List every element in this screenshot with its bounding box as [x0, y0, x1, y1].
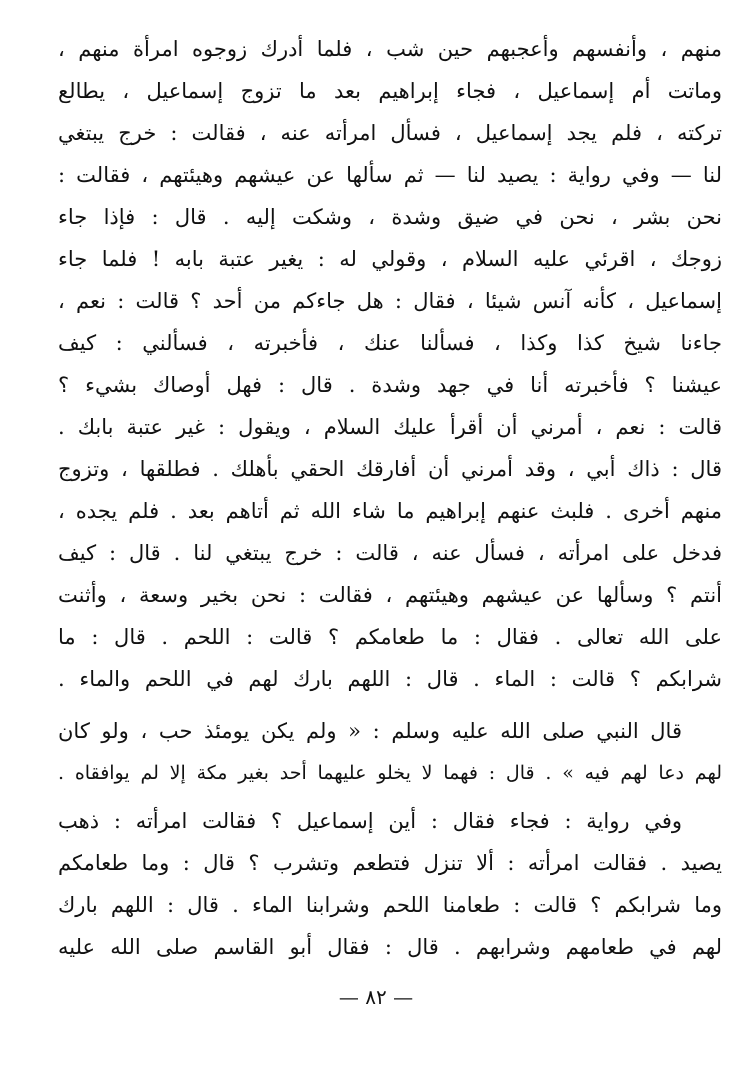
text-line: منهم ، وأنفسهم وأعجبهم حين شب ، فلما أدرك زوجوه امرأة منهم ، [58, 37, 722, 61]
text-line: نحن بشر ، نحن في ضيق وشدة ، وشكت إليه . قال : فإذا جاء [58, 205, 722, 229]
text-line: تركته ، فلم يجد إسماعيل ، فسأل امرأته عنه ، فقالت : خرج يبتغي [58, 121, 722, 145]
page-number: — ٨٢ — [338, 985, 414, 1009]
text-line: وفي رواية : فجاء فقال : أين إسماعيل ؟ فقالت امرأته : ذهب [58, 809, 682, 833]
text-line: لهم في طعامهم وشرابهم . قال : فقال أبو القاسم صلى الله عليه [58, 935, 722, 959]
paragraph-riwaya [58, 800, 722, 968]
text-line: أنتم ؟ وسألها عن عيشهم وهيئتهم ، فقالت : نحن بخير وسعة ، وأثنت [58, 583, 722, 607]
text-line: فدخل على امرأته ، فسأل عنه ، قالت : خرج يبتغي لنا . قال : كيف [58, 541, 722, 565]
text-line: عيشنا ؟ فأخبرته أنا في جهد وشدة . قال : فهل أوصاك بشيء ؟ [58, 373, 722, 397]
text-line: لهم دعا لهم فيه » . قال : فهما لا يخلو عليهما أحد بغير مكة إلا لم يوافقاه . [58, 762, 722, 784]
text-line: وما شرابكم ؟ قالت : طعامنا اللحم وشرابنا الماء . قال : اللهم بارك [58, 893, 722, 917]
text-line: قال : ذاك أبي ، وقد أمرني أن أفارقك الحقي بأهلك . فطلقها ، وتزوج [58, 457, 722, 481]
text-line: منهم أخرى . فلبث عنهم إبراهيم ما شاء الله ثم أتاهم بعد . فلم يجده ، [58, 499, 722, 523]
text-line: قال النبي صلى الله عليه وسلم : « ولم يكن يومئذ حب ، ولو كان [58, 719, 682, 743]
text-line: إسماعيل ، كأنه آنس شيئا ، فقال : هل جاءكم من أحد ؟ قالت : نعم ، [58, 289, 722, 313]
paragraph-main [58, 28, 722, 700]
paragraph-hadith [58, 710, 722, 794]
text-line: جاءنا شيخ كذا وكذا ، فسألنا عنك ، فأخبرته ، فسألني : كيف [58, 331, 722, 355]
text-line: قالت : نعم ، أمرني أن أقرأ عليك السلام ، ويقول : غير عتبة بابك . [58, 415, 722, 439]
text-line: على الله تعالى . فقال : ما طعامكم ؟ قالت : اللحم . قال : ما [58, 625, 722, 649]
text-line: يصيد . فقالت امرأته : ألا تنزل فتطعم وتشرب ؟ قال : وما طعامكم [58, 851, 722, 875]
text-line: وماتت أم إسماعيل ، فجاء إبراهيم بعد ما تزوج إسماعيل ، يطالع [58, 79, 722, 103]
text-line: لنا — وفي رواية : يصيد لنا — ثم سألها عن عيشهم وهيئتهم ، فقالت : [58, 163, 722, 187]
text-line: زوجك ، اقرئي عليه السلام ، وقولي له : يغير عتبة بابه ! فلما جاء [58, 247, 722, 271]
text-line: شرابكم ؟ قالت : الماء . قال : اللهم بارك لهم في اللحم والماء . [58, 667, 722, 691]
